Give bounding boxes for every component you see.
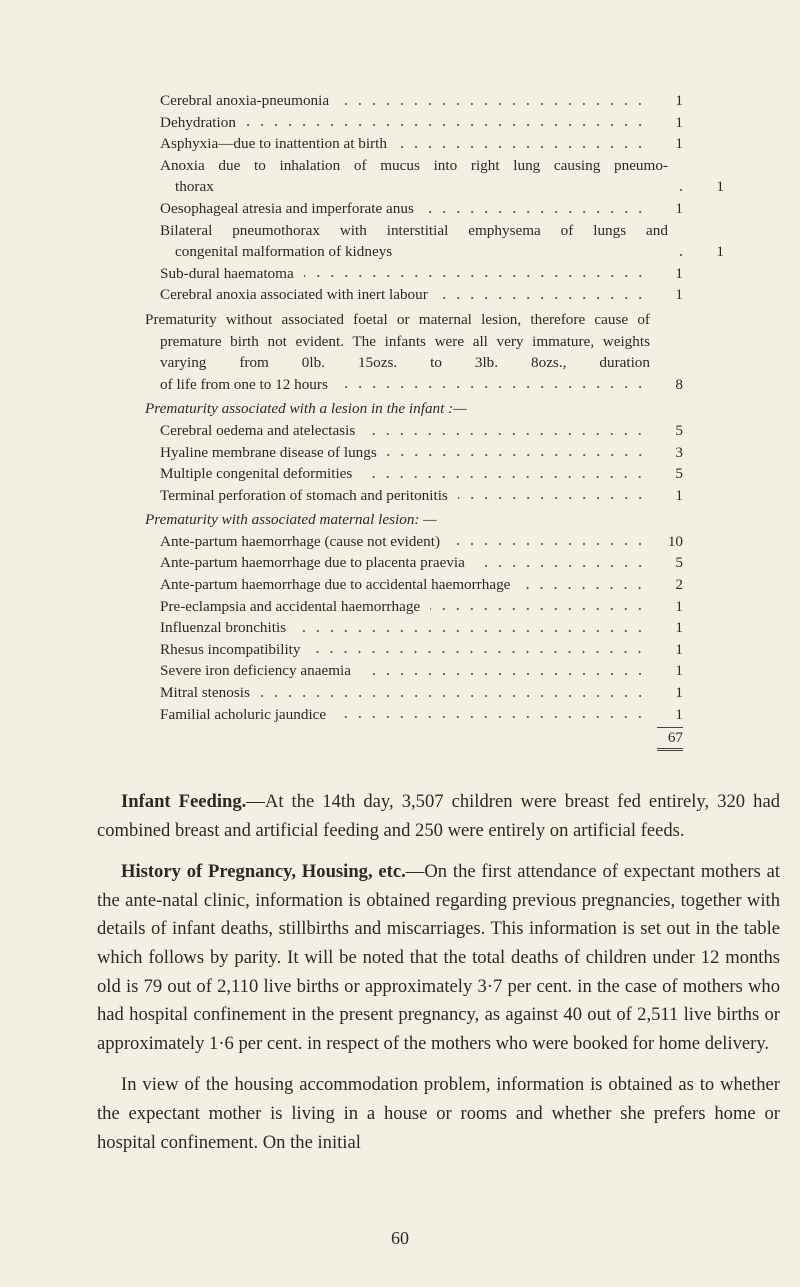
table-section-infant-lesion bbox=[145, 420, 683, 506]
dot-leader bbox=[520, 586, 647, 590]
body-text bbox=[97, 788, 780, 1170]
row-value: 1 bbox=[675, 286, 683, 304]
row-value: 1 bbox=[675, 619, 683, 637]
row-label-text: Bilateral pneumothorax with interstitial emphysema of lungs and bbox=[160, 221, 668, 239]
table-row bbox=[145, 220, 724, 263]
causes-of-death-table bbox=[145, 90, 724, 751]
section-heading-infant-lesion: Prematurity associated with a lesion in the infant :— bbox=[145, 400, 467, 418]
row-label-continuation: thorax bbox=[175, 178, 214, 196]
row-label-text: Terminal perforation of stomach and peritonitis bbox=[160, 486, 448, 504]
row-label-text: Cerebral oedema and atelectasis bbox=[160, 421, 356, 439]
table-row bbox=[145, 574, 683, 596]
row-label bbox=[160, 220, 668, 263]
table-row bbox=[145, 704, 683, 726]
dot-leader bbox=[296, 629, 647, 633]
paragraph-text: —At the 14th day, 3,507 children were breast fed entirely, 320 had combined breast and artificial feeding and 250 were entirely on artificial feeds. bbox=[97, 791, 780, 841]
table-row-prematurity-no-lesion bbox=[145, 309, 683, 374]
dot-leader bbox=[336, 715, 647, 719]
table-row bbox=[145, 90, 683, 112]
row-label: of life from one to 12 hours bbox=[160, 375, 328, 393]
row-label-text: Hyaline membrane disease of lungs bbox=[160, 443, 377, 461]
row-label-text: Anoxia due to inhalation of mucus into right lung causing pneumo- bbox=[160, 156, 668, 174]
row-value: 5 bbox=[675, 421, 683, 439]
row-value: 8 bbox=[675, 375, 683, 393]
row-label-text: Familial acholuric jaundice bbox=[160, 705, 327, 723]
row-label bbox=[160, 531, 440, 553]
row-value: 2 bbox=[675, 576, 683, 594]
row-label-text: Pre-eclampsia and accidental haemorrhage bbox=[160, 597, 421, 615]
row-value: 1 bbox=[675, 597, 683, 615]
row-label-text: Dehydration bbox=[160, 113, 236, 131]
row-label bbox=[160, 682, 250, 704]
page-number: 60 bbox=[391, 1228, 409, 1248]
row-label-text: Oesophageal atresia and imperforate anus bbox=[160, 199, 414, 217]
dot-leader bbox=[339, 102, 647, 106]
dot-leader bbox=[475, 564, 647, 568]
table-row bbox=[145, 198, 683, 220]
row-label-text: Ante-partum haemorrhage due to accidental haemorrhage bbox=[160, 576, 511, 594]
paragraph-heading: History of Pregnancy, Housing, etc. bbox=[121, 861, 406, 883]
row-label bbox=[160, 90, 329, 112]
table-row bbox=[145, 485, 683, 507]
row-label bbox=[160, 263, 294, 285]
row-label bbox=[160, 112, 236, 134]
dot-leader bbox=[424, 210, 647, 214]
dot-leader bbox=[246, 123, 647, 127]
total-value: 67 bbox=[657, 727, 683, 751]
dot-leader bbox=[361, 672, 647, 676]
row-value: 1 bbox=[675, 113, 683, 131]
table-row bbox=[145, 263, 683, 285]
row-label-text: Ante-partum haemorrhage due to placenta praevia bbox=[160, 554, 465, 572]
row-label bbox=[160, 596, 420, 618]
row-value: 1 bbox=[675, 662, 683, 680]
row-value: 10 bbox=[667, 532, 683, 550]
row-label bbox=[160, 704, 326, 726]
row-label bbox=[160, 442, 377, 464]
row-value: 1 bbox=[675, 135, 683, 153]
row-label bbox=[160, 155, 668, 198]
row-label-text: Severe iron deficiency anaemia bbox=[160, 662, 352, 680]
dot-leader bbox=[678, 253, 688, 257]
table-row bbox=[145, 284, 683, 306]
row-label bbox=[160, 463, 352, 485]
row-label bbox=[160, 660, 351, 682]
row-label bbox=[160, 485, 448, 507]
section-heading-maternal-lesion: Prematurity with associated maternal lesion: — bbox=[145, 511, 437, 529]
row-label bbox=[160, 617, 286, 639]
table-row bbox=[145, 155, 724, 198]
table-row bbox=[145, 112, 683, 134]
table-row bbox=[145, 531, 683, 553]
row-label bbox=[160, 420, 355, 442]
table-row bbox=[145, 639, 683, 661]
row-label bbox=[160, 284, 428, 306]
row-value: 5 bbox=[675, 554, 683, 572]
dot-leader bbox=[438, 296, 647, 300]
table-row bbox=[145, 442, 683, 464]
dot-leader bbox=[365, 432, 647, 436]
row-label-text: Sub-dural haematoma bbox=[160, 264, 294, 282]
row-label bbox=[160, 133, 387, 155]
row-value: 1 bbox=[716, 178, 724, 196]
row-label-text: Mitral stenosis bbox=[160, 684, 250, 702]
row-label-continuation: congenital malformation of kidneys bbox=[175, 243, 393, 261]
paragraph-housing bbox=[97, 1071, 780, 1157]
dot-leader bbox=[387, 453, 647, 457]
row-value: 1 bbox=[675, 640, 683, 658]
row-label-text: Asphyxia—due to inattention at birth bbox=[160, 135, 387, 153]
paragraph-text: —On the first attendance of expectant mothers at the ante-natal clinic, information is obtained regarding previous pregnancies, together with details of infant deaths, stillbirths and miscarriages. This information is set out in the table which follows by parity. It will be noted that the total deaths of children under 12 months old is 79 out of 2,110 live births or approximately 3·7 per cent. in the case of mothers who had hospital confinement in the present pregnancy, as against 40 out of 2,511 live births or approximately 1·6 per cent. in respect of the mothers who were booked for home delivery. bbox=[97, 861, 780, 1054]
dot-leader bbox=[458, 496, 647, 500]
paragraph-text: In view of the housing accommodation problem, information is obtained as to whether the expectant mother is living in a house or rooms and whether she prefers home or hospital confinement. On the initial bbox=[97, 1074, 780, 1153]
row-label bbox=[160, 574, 510, 596]
table-row-prematurity-no-lesion-end bbox=[145, 374, 683, 396]
dot-leader bbox=[260, 694, 647, 698]
row-value: 3 bbox=[675, 443, 683, 461]
row-label-text: Rhesus incompatibility bbox=[160, 640, 301, 658]
row-label-text: Ante-partum haemorrhage (cause not evident) bbox=[160, 532, 441, 550]
dot-leader bbox=[430, 607, 647, 611]
dot-leader bbox=[338, 385, 647, 389]
table-section-maternal-lesion bbox=[145, 531, 683, 725]
row-value: 5 bbox=[675, 465, 683, 483]
row-label-text: Influenzal bronchitis bbox=[160, 619, 287, 637]
dot-leader bbox=[304, 274, 647, 278]
row-value: 1 bbox=[675, 486, 683, 504]
table-row bbox=[145, 133, 683, 155]
table-row bbox=[145, 596, 683, 618]
row-label bbox=[160, 198, 414, 220]
row-label: Prematurity without associated foetal or maternal lesion, therefore cause of premature birth not evident. The infants were all very immature, weights varying from 0lb. 15ozs. to 3lb. 8ozs., duration bbox=[145, 310, 650, 372]
paragraph-history-of-pregnancy bbox=[97, 858, 780, 1058]
paragraph-heading: Infant Feeding. bbox=[121, 791, 247, 812]
dot-leader bbox=[310, 650, 647, 654]
dot-leader bbox=[678, 188, 688, 192]
table-row bbox=[145, 617, 683, 639]
table-row bbox=[145, 420, 683, 442]
row-label bbox=[160, 552, 465, 574]
table-row bbox=[145, 463, 683, 485]
paragraph-infant-feeding bbox=[97, 788, 780, 845]
table-total bbox=[145, 727, 683, 751]
row-value: 1 bbox=[675, 199, 683, 217]
row-label-text: Cerebral anoxia associated with inert labour bbox=[160, 286, 428, 304]
row-label bbox=[160, 639, 300, 661]
dot-leader bbox=[362, 475, 647, 479]
table-row bbox=[145, 552, 683, 574]
row-value: 1 bbox=[675, 705, 683, 723]
dot-leader bbox=[450, 542, 647, 546]
table-row bbox=[145, 682, 683, 704]
table-section-general bbox=[145, 90, 724, 306]
row-label-text: Cerebral anoxia-pneumonia bbox=[160, 92, 330, 109]
row-value: 1 bbox=[675, 92, 683, 109]
row-value: 1 bbox=[716, 243, 724, 261]
row-value: 1 bbox=[675, 684, 683, 702]
dot-leader bbox=[397, 145, 647, 149]
row-value: 1 bbox=[675, 264, 683, 282]
table-row bbox=[145, 660, 683, 682]
row-label-text: Multiple congenital deformities bbox=[160, 465, 353, 483]
